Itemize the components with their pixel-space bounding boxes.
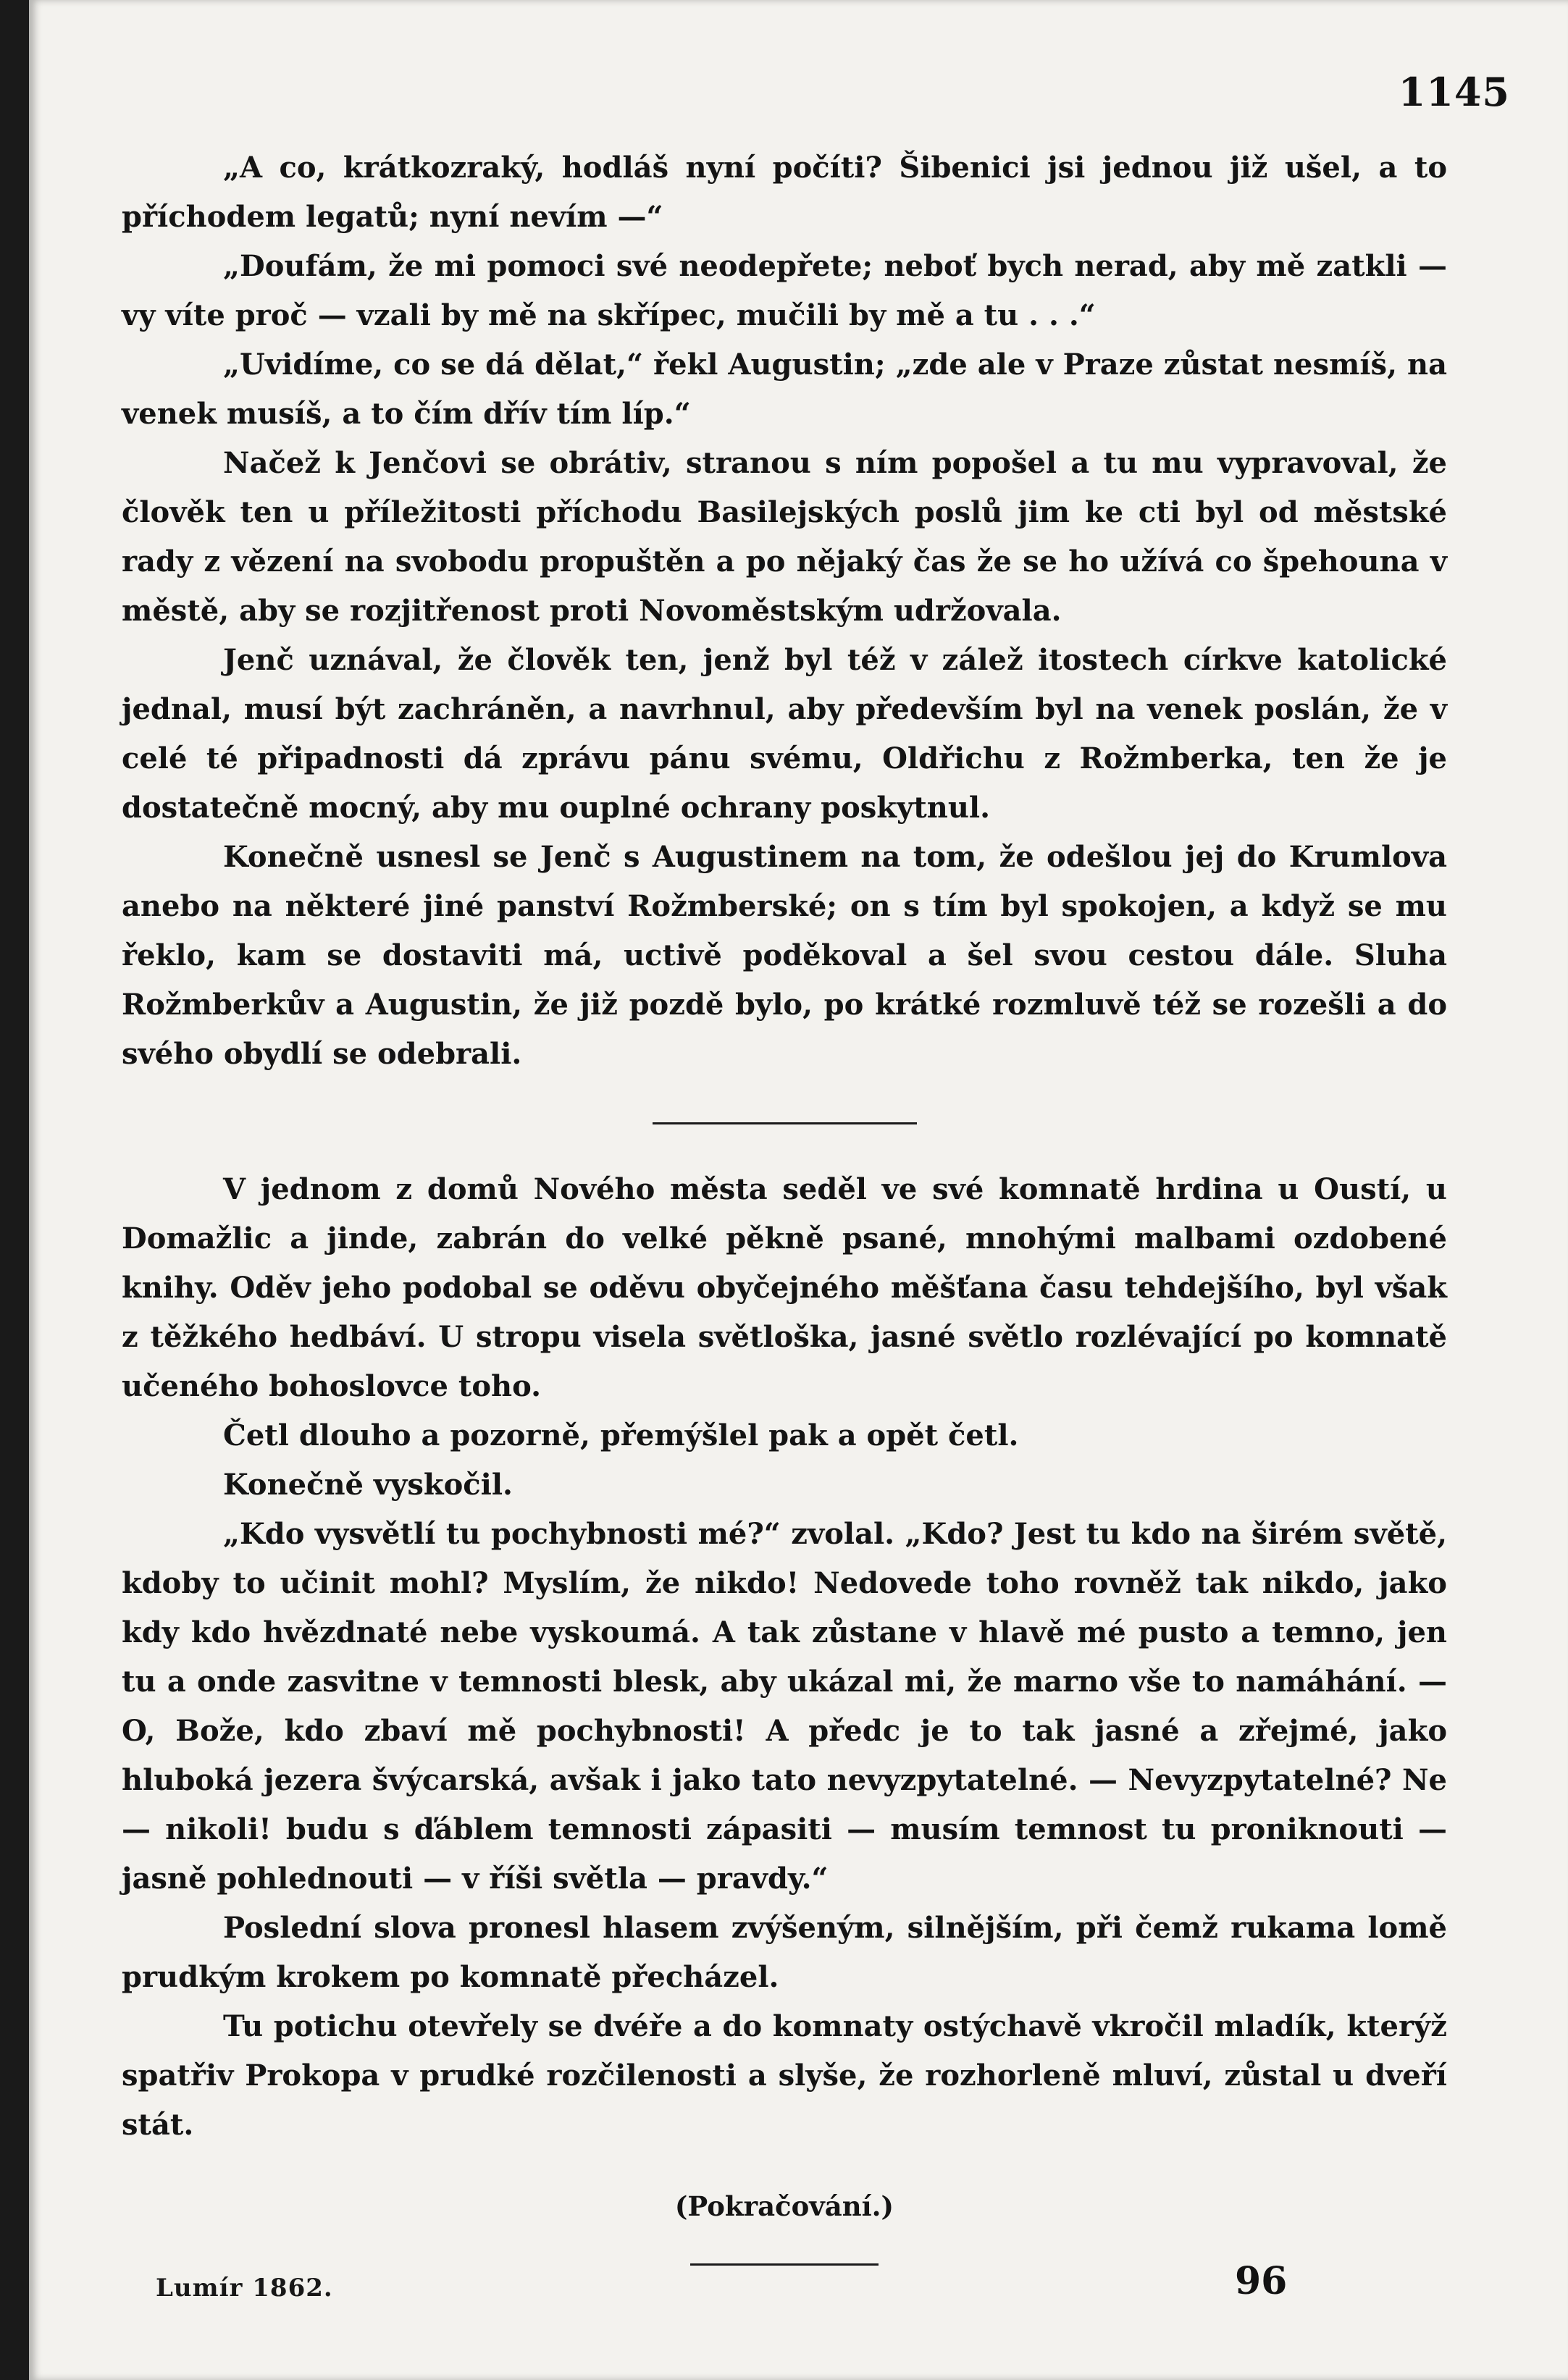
journal-footer: Lumír 1862. — [156, 2274, 333, 2303]
paragraph: „Kdo vysvětlí tu pochybnosti mé?“ zvolal. „Kdo? Jest tu kdo na širém světě, kdoby to učinit mohl? Myslím, že nikdo! Nedovede toho rovněž tak nikdo, jako kdy kdo hvězdnaté nebe vyskoumá. A tak zůstane v hlavě mé pusto a temno, jen tu a onde zasvitne v temnosti blesk, aby ukázal mi, že marno vše to namáhání. — O, Bože, kdo zbaví mě pochybnosti! A předc je to tak jasné a zřejmé, jako hluboká jezera švýcarská, avšak i jako tato nevyzpytatelné. — Nevyzpytatelné? Ne — nikoli! budu s ďáblem temnosti zápasiti — musím temnost tu proniknouti — jasně pohlednouti — v říši světla — pravdy.“ — [122, 1517, 1447, 1896]
paragraph: Konečně usnesl se Jenč s Augustinem na tom, že odešlou jej do Krumlova anebo na některé jiné panství Rožmberské; on s tím byl spokojen, a když se mu řeklo, kam se dostaviti má, uctivě poděkoval a šel svou cestou dále. Sluha Rožmberkův a Augustin, že již pozdě bylo, po krátké rozmluvě též se rozešli a do svého obydlí se odebrali. — [122, 840, 1447, 1071]
paragraph: Tu potichu otevřely se dvéře a do komnaty ostýchavě vkročil mladík, kterýž spatřiv Prokopa v prudké rozčilenosti a slyše, že rozhorleně mluví, zůstal u dveří stát. — [122, 2009, 1447, 2142]
paragraph: Načež k Jenčovi se obrátiv, stranou s ním popošel a tu mu vypravoval, že člověk ten u příležitosti příchodu Basilejských poslů jim ke cti byl od městské rady z vězení na svobodu propuštěn a po nějaký čas že se ho užívá co špehouna v městě, aby se rozjitřenost proti Novoměstským udržovala. — [122, 446, 1447, 628]
sheet-number: 96 — [1235, 2259, 1288, 2303]
paragraph: „Uvidíme, co se dá dělat,“ řekl Augustin; „zde ale v Praze zůstat nesmíš, na venek musíš, a to čím dřív tím líp.“ — [122, 348, 1447, 431]
paragraph: „Doufám, že mi pomoci své neodepřete; neboť bych nerad, aby mě zatkli — vy víte proč — vzali by mě na skřípec, mučili by mě a tu . . .“ — [122, 249, 1447, 332]
paragraph: Četl dlouho a pozorně, přemýšlel pak a opět četl. — [223, 1418, 1019, 1452]
section-divider — [653, 1122, 917, 1124]
paragraph: V jednom z domů Nového města seděl ve své komnatě hrdina u Oustí, u Domažlic a jinde, zabrán do velké pěkně psané, mnohými malbami ozdobené knihy. Oděv jeho podobal se oděvu obyčejného měšťana času tehdejšího, byl však z těžkého hedbáví. U stropu visela světloška, jasné světlo rozlévající po komnatě učeného bohoslovce toho. — [122, 1172, 1447, 1403]
document-page — [29, 0, 1568, 2380]
paragraph: „A co, krátkozraký, hodláš nyní počíti? Šibenici jsi jednou již ušel, a to příchodem legatů; nyní nevím —“ — [122, 151, 1447, 234]
page-number: 1145 — [1398, 69, 1510, 115]
paragraph: Konečně vyskočil. — [223, 1468, 513, 1502]
paragraph: Poslední slova pronesl hlasem zvýšeným, silnějším, při čemž rukama lomě prudkým krokem po komnatě přecházel. — [122, 1911, 1447, 1994]
article-body — [122, 143, 1447, 2266]
paragraph: Jenč uznával, že člověk ten, jenž byl též v zálež itostech církve katolické jednal, musí být zachráněn, a navrhnul, aby především byl na venek poslán, že v celé té připadnosti dá zprávu pánu svému, Oldřichu z Rožmberka, ten že je dostatečně mocný, aby mu ouplné ochrany poskytnul. — [122, 643, 1447, 825]
end-divider — [690, 2263, 879, 2266]
continued-note: (Pokračování.) — [674, 2190, 894, 2222]
